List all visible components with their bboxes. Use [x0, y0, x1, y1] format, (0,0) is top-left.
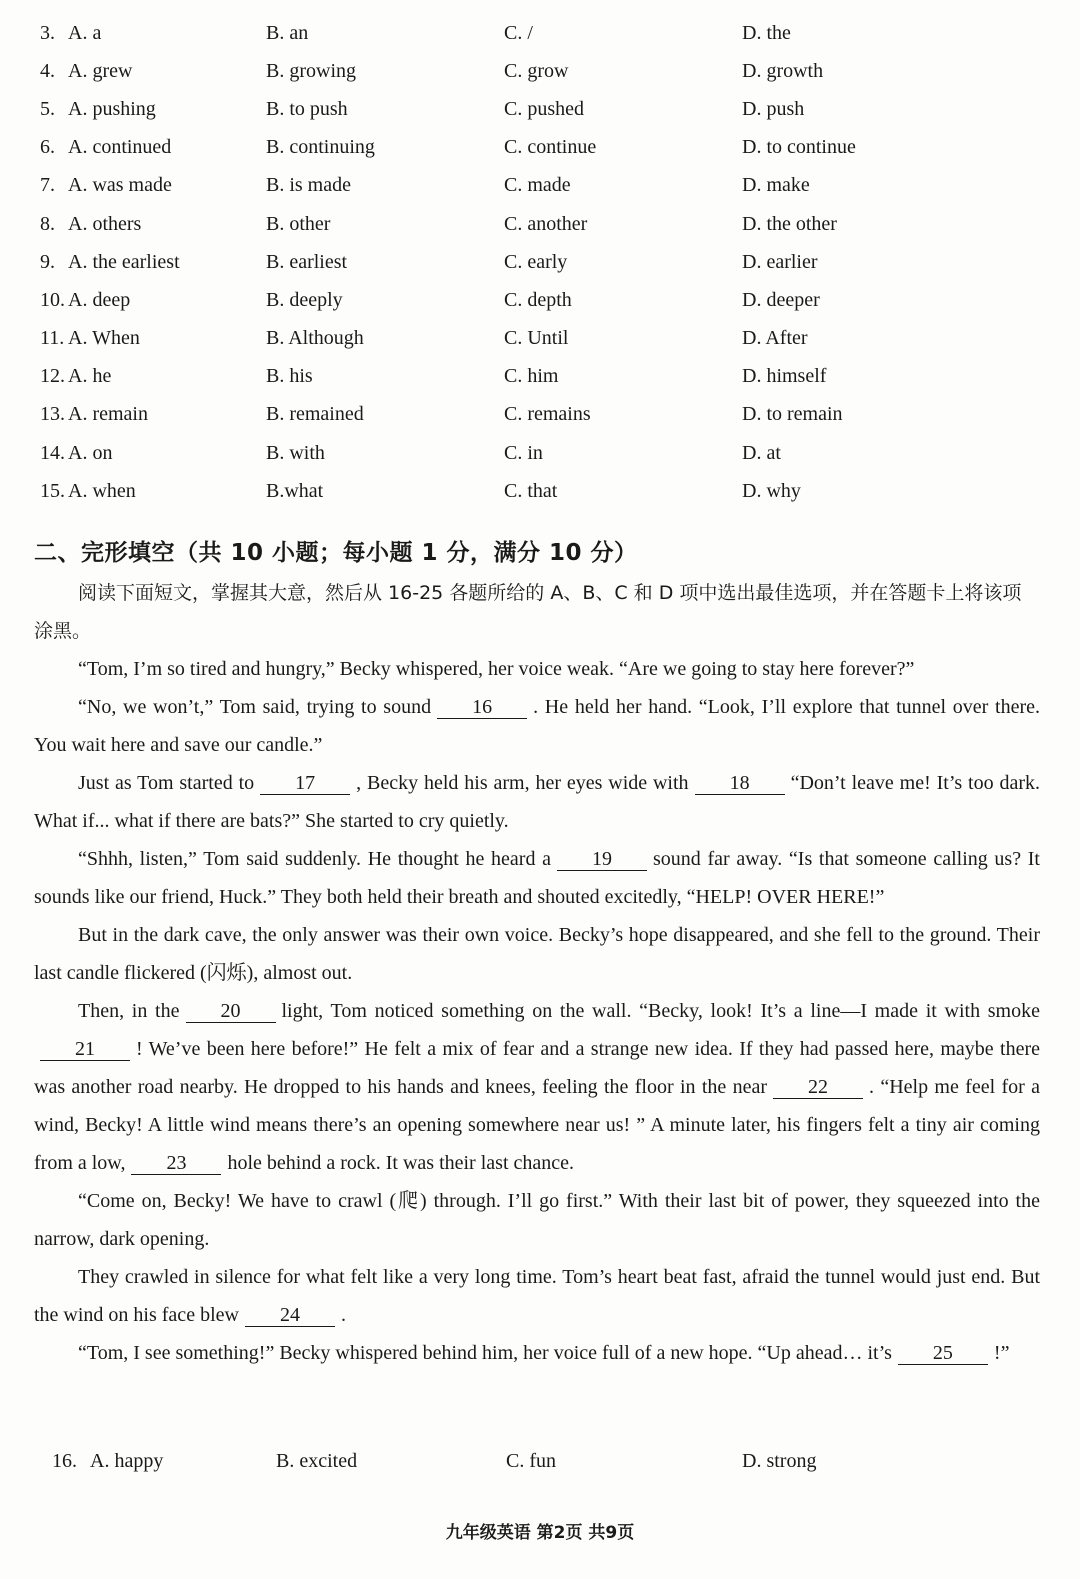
option-c: C. /	[504, 21, 533, 44]
passage-paragraph: “Tom, I’m so tired and hungry,” Becky whispered, her voice weak. “Are we going to stay here forever?”	[78, 658, 915, 680]
option-c: C. Until	[504, 327, 569, 350]
option-b: B. growing	[266, 59, 356, 82]
option-d: D. earlier	[742, 250, 818, 273]
option-b: B. is made	[266, 174, 351, 197]
passage-paragraph: “Shhh, listen,” Tom said suddenly. He thought he heard a 19 sound far away. “Is that someone calling us? It sounds like our friend, Huck.” They both held their breath and shouted excitedly, “HELP! OVER HERE!”	[34, 848, 1040, 908]
option-b: B. deeply	[266, 288, 343, 311]
question-number: 3.	[40, 21, 55, 44]
blank-17: 17	[260, 772, 350, 795]
section-instruction: 阅读下面短文，掌握其大意，然后从 16-25 各题所给的 A、B、C 和 D 项中选出最佳选项，并在答题卡上将该项涂黑。	[34, 582, 1022, 642]
blank-21: 21	[40, 1038, 130, 1061]
option-b: B. to push	[266, 97, 348, 120]
option-a: A. continued	[68, 136, 172, 159]
option-b: B. excited	[276, 1449, 358, 1472]
passage-paragraph: They crawled in silence for what felt like a very long time. Tom’s heart beat fast, afraid the tunnel would just end. But the wind on his face blew 24 .	[34, 1266, 1040, 1326]
question-row	[40, 52, 1040, 90]
option-c: C. depth	[504, 288, 572, 311]
option-b: B. other	[266, 212, 331, 235]
option-a: A. grew	[68, 59, 133, 82]
multiple-choice-options	[40, 14, 1040, 510]
option-a: A. pushing	[68, 97, 156, 120]
passage-paragraph: Just as Tom started to 17 , Becky held his arm, her eyes wide with 18 “Don’t leave me! It’s too dark. What if... what if there are bats?” She started to cry quietly.	[34, 772, 1041, 832]
question-number: 10.	[40, 288, 65, 311]
option-c: C. early	[504, 250, 568, 273]
option-d: D. growth	[742, 59, 824, 82]
option-d: D. the other	[742, 212, 837, 235]
option-a: A. remain	[68, 403, 148, 426]
question-row	[40, 129, 1040, 167]
option-a: A. happy	[90, 1449, 164, 1472]
blank-25: 25	[898, 1342, 988, 1365]
option-b: B. remained	[266, 403, 364, 426]
question-row	[40, 281, 1040, 319]
question-number: 11.	[40, 327, 65, 350]
option-d: D. strong	[742, 1449, 817, 1472]
question-number: 5.	[40, 97, 55, 120]
option-d: D. why	[742, 479, 801, 502]
option-c: C. pushed	[504, 97, 584, 120]
passage-paragraph: “No, we won’t,” Tom said, trying to sound 16 . He held her hand. “Look, I’ll explore that tunnel over there. You wait here and save our candle.”	[34, 696, 1040, 756]
question-row	[40, 472, 1040, 510]
option-a: A. when	[68, 479, 136, 502]
option-a: A. was made	[68, 174, 172, 197]
question-row	[40, 396, 1040, 434]
passage-paragraph: “Tom, I see something!” Becky whispered behind him, her voice full of a new hope. “Up ahead… it’s 25 !”	[78, 1342, 1010, 1364]
question-row	[40, 434, 1040, 472]
question-number: 6.	[40, 136, 55, 159]
question-16-options	[52, 1443, 1032, 1479]
option-d: D. push	[742, 97, 805, 120]
question-row	[40, 167, 1040, 205]
option-c: C. fun	[506, 1449, 556, 1472]
question-number: 8.	[40, 212, 55, 235]
option-c: C. another	[504, 212, 588, 235]
question-row	[40, 14, 1040, 52]
question-number: 15.	[40, 479, 65, 502]
passage-paragraph: Then, in the 20 light, Tom noticed something on the wall. “Becky, look! It’s a line—I made it with smoke21 ! We’ve been here before!” He felt a mix of fear and a strange new idea. If they had passed here, maybe there was another road nearby. He dropped to his hands and knees, feeling the floor in the near 22 . “Help me feel for a wind, Becky! A little wind means there’s an opening somewhere near us! ” A minute later, his fingers felt a tiny air coming from a low, 23 hole behind a rock. It was their last chance.	[34, 1000, 1041, 1174]
question-row	[40, 90, 1040, 128]
option-d: D. to remain	[742, 403, 843, 426]
blank-19: 19	[557, 848, 647, 871]
option-c: C. grow	[504, 59, 569, 82]
question-number: 16.	[52, 1449, 77, 1472]
option-c: C. him	[504, 365, 559, 388]
blank-24: 24	[245, 1304, 335, 1327]
option-b: B. with	[266, 441, 325, 464]
section-title: 二、完形填空（共 10 小题；每小题 1 分，满分 10 分）	[34, 540, 638, 566]
option-d: D. to continue	[742, 136, 856, 159]
option-d: D. at	[742, 441, 781, 464]
question-number: 13.	[40, 403, 65, 426]
option-d: D. the	[742, 21, 791, 44]
page-footer: 九年级英语 第2页 共9页	[445, 1523, 635, 1543]
option-a: A. the earliest	[68, 250, 180, 273]
option-b: B. his	[266, 365, 313, 388]
blank-22: 22	[773, 1076, 863, 1099]
question-number: 7.	[40, 174, 55, 197]
blank-20: 20	[186, 1000, 276, 1023]
blank-23: 23	[131, 1152, 221, 1175]
cloze-passage	[34, 650, 1040, 1372]
question-row	[40, 320, 1040, 358]
question-row	[40, 205, 1040, 243]
option-c: C. remains	[504, 403, 591, 426]
blank-16: 16	[437, 696, 527, 719]
passage-paragraph: But in the dark cave, the only answer was their own voice. Becky’s hope disappeared, and she fell to the ground. Their last candle flickered (闪烁), almost out.	[34, 924, 1040, 984]
option-a: A. deep	[68, 288, 131, 311]
question-number: 9.	[40, 250, 55, 273]
option-c: C. made	[504, 174, 571, 197]
option-d: D. himself	[742, 365, 827, 388]
option-b: B. an	[266, 21, 309, 44]
option-d: D. deeper	[742, 288, 820, 311]
option-d: D. After	[742, 327, 808, 350]
question-row	[40, 243, 1040, 281]
passage-paragraph: “Come on, Becky! We have to crawl (爬) through. I’ll go first.” With their last bit of power, they squeezed into the narrow, dark opening.	[34, 1190, 1040, 1250]
option-a: A. on	[68, 441, 113, 464]
blank-18: 18	[695, 772, 785, 795]
question-number: 12.	[40, 365, 65, 388]
option-b: B. continuing	[266, 136, 375, 159]
option-b: B. earliest	[266, 250, 348, 273]
option-d: D. make	[742, 174, 810, 197]
option-a: A. others	[68, 212, 142, 235]
question-number: 4.	[40, 59, 55, 82]
option-c: C. that	[504, 479, 558, 502]
option-b: B.what	[266, 479, 324, 502]
option-c: C. in	[504, 441, 543, 464]
option-a: A. When	[68, 327, 140, 350]
option-a: A. a	[68, 21, 102, 44]
question-number: 14.	[40, 441, 65, 464]
question-row	[40, 358, 1040, 396]
option-c: C. continue	[504, 136, 597, 159]
option-a: A. he	[68, 365, 112, 388]
option-b: B. Although	[266, 327, 364, 350]
